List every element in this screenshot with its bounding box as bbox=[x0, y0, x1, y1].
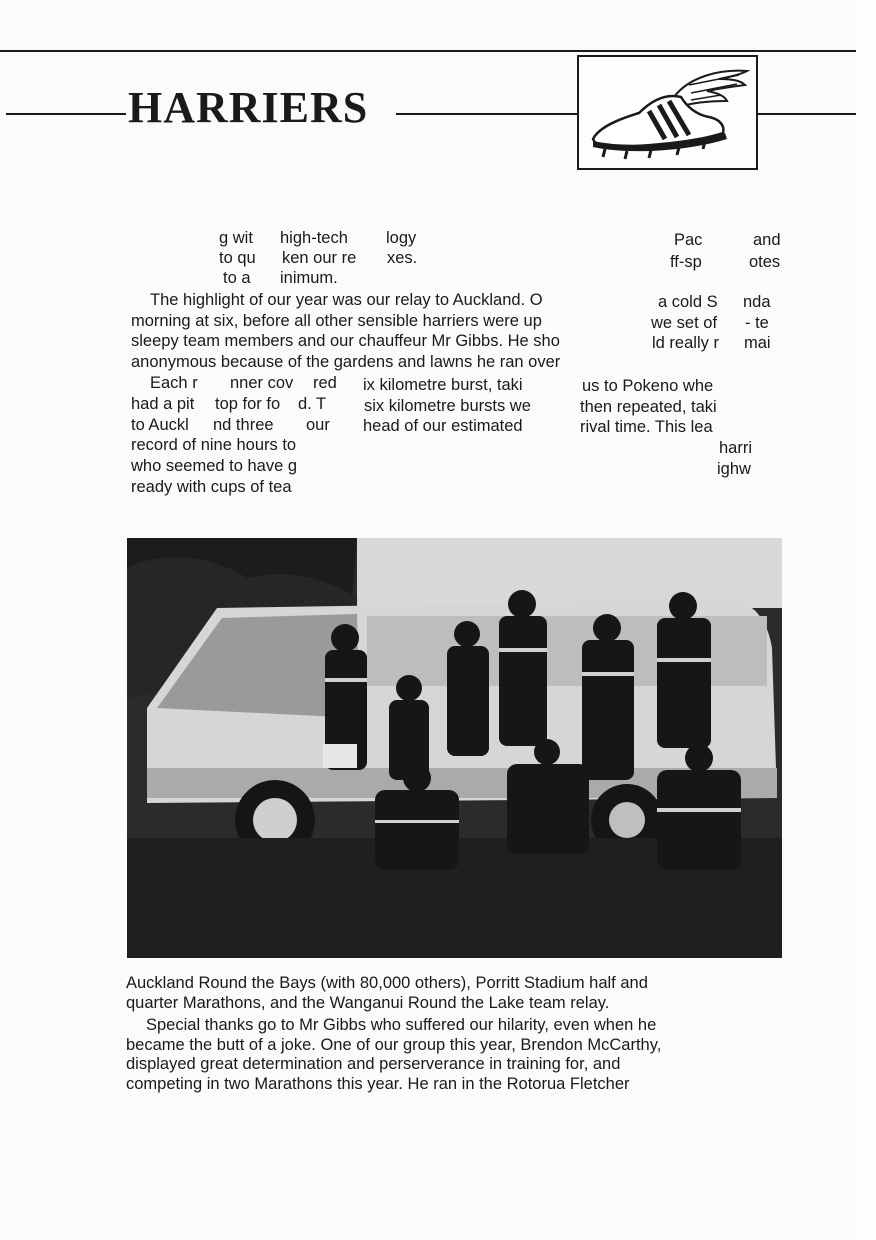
closing-line: became the butt of a joke. One of our group this year, Brendon McCarthy, bbox=[126, 1035, 662, 1054]
relay-line: mai bbox=[744, 334, 771, 352]
column-fragment: harri bbox=[719, 439, 753, 457]
relay-line: - te bbox=[745, 314, 769, 332]
column-fragment: rival time. This lea bbox=[580, 418, 713, 436]
column-fragment: nner cov bbox=[230, 374, 294, 392]
column-fragment: d. T bbox=[298, 395, 327, 413]
closing-line: Auckland Round the Bays (with 80,000 others), Porritt Stadium half and bbox=[126, 974, 648, 992]
column-fragment: ready with cups of tea bbox=[131, 478, 292, 496]
closing-line: Special thanks go to Mr Gibbs who suffered our hilarity, even when he bbox=[146, 1016, 657, 1034]
title-rule-left bbox=[6, 113, 126, 115]
relay-line: a cold S bbox=[658, 293, 718, 311]
intro-fragment: ken our re bbox=[282, 249, 357, 267]
winged-running-shoe-icon bbox=[579, 57, 756, 168]
column-fragment: record of nine hours to bbox=[131, 436, 297, 454]
intro-fragment: otes bbox=[749, 253, 781, 271]
intro-fragment: inimum. bbox=[280, 269, 338, 287]
team-photo-van-icon bbox=[127, 538, 782, 958]
relay-line: ld really r bbox=[652, 334, 719, 352]
column-fragment: top for fo bbox=[215, 395, 281, 413]
column-fragment: who seemed to have g bbox=[131, 457, 298, 475]
column-fragment: us to Pokeno whe bbox=[582, 377, 714, 395]
column-fragment: ighw bbox=[717, 460, 751, 478]
relay-line: we set of bbox=[651, 314, 718, 332]
closing-line: competing in two Marathons this year. He ran in the Rotorua Fletcher bbox=[126, 1074, 630, 1093]
intro-fragment: Pac bbox=[674, 231, 703, 249]
intro-fragment: ff-sp bbox=[670, 253, 702, 271]
intro-fragment: to qu bbox=[219, 249, 256, 267]
column-fragment: head of our estimated bbox=[363, 417, 523, 435]
intro-fragment: g wit bbox=[219, 229, 253, 247]
column-fragment: to Auckl bbox=[131, 416, 189, 434]
top-rule bbox=[0, 50, 856, 52]
column-fragment: then repeated, taki bbox=[580, 398, 717, 416]
closing-line: quarter Marathons, and the Wanganui Round the Lake team relay. bbox=[126, 993, 610, 1012]
column-fragment: our bbox=[306, 416, 330, 434]
column-fragment: six kilometre bursts we bbox=[364, 397, 531, 415]
intro-fragment: to a bbox=[223, 269, 251, 287]
logo-box bbox=[577, 55, 758, 170]
page-edge bbox=[856, 0, 876, 1240]
intro-fragment: xes. bbox=[387, 249, 418, 267]
team-photo bbox=[127, 538, 782, 958]
title-rule-far-right bbox=[756, 113, 856, 115]
closing-paragraph-2 bbox=[126, 1016, 786, 1094]
closing-paragraph-1 bbox=[126, 974, 786, 1013]
closing-line: displayed great determination and perserverance in training for, and bbox=[126, 1055, 621, 1073]
column-fragment: Each r bbox=[150, 374, 198, 392]
relay-line: The highlight of our year was our relay to Auckland. O bbox=[150, 291, 543, 309]
relay-line: morning at six, before all other sensible harriers were up bbox=[131, 312, 542, 330]
column-fragment: nd three bbox=[213, 416, 274, 434]
relay-line: sleepy team members and our chauffeur Mr Gibbs. He sho bbox=[131, 332, 560, 350]
relay-line: anonymous because of the gardens and lawns he ran over bbox=[131, 353, 561, 371]
relay-line: nda bbox=[743, 293, 771, 311]
column-fragment: red bbox=[313, 374, 337, 392]
intro-fragment: and bbox=[753, 231, 781, 249]
intro-fragment: high-tech bbox=[280, 229, 348, 247]
title-rule-right bbox=[396, 113, 577, 115]
page-title: HARRIERS bbox=[128, 83, 369, 132]
column-fragment: ix kilometre burst, taki bbox=[363, 376, 523, 394]
intro-fragment: logy bbox=[386, 229, 417, 247]
column-fragment: had a pit bbox=[131, 395, 195, 413]
